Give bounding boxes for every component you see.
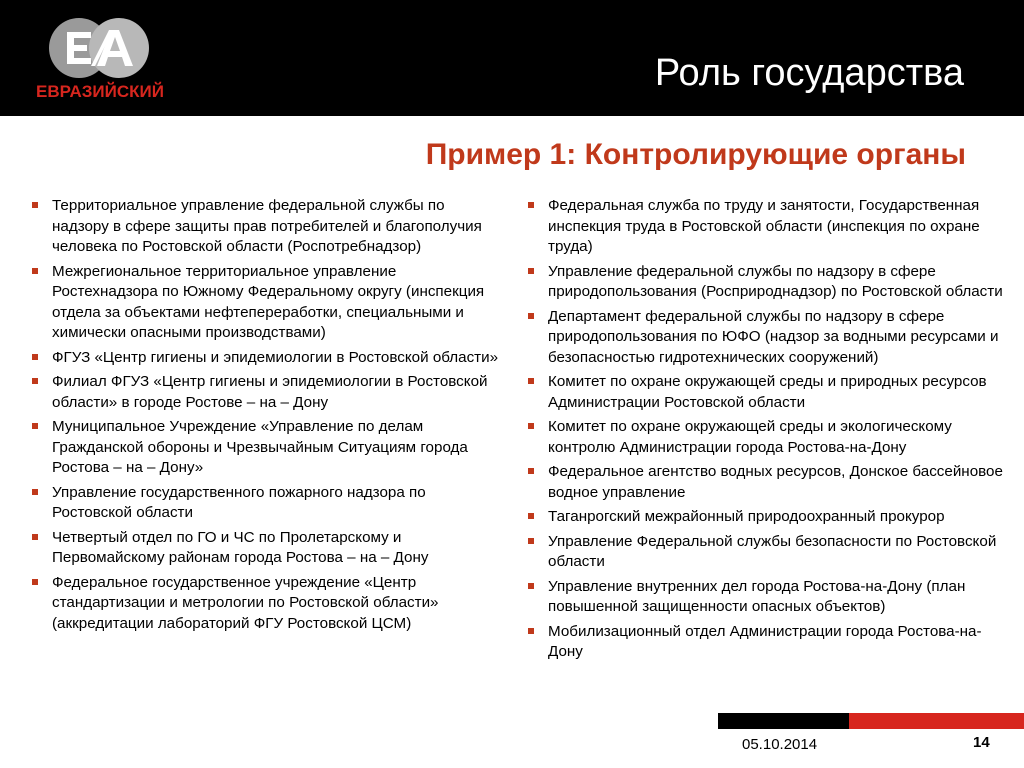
list-item: Мобилизационный отдел Администрации города Ростова-на-Дону <box>526 622 1004 663</box>
list-item: Муниципальное Учреждение «Управление по делам Гражданской обороны и Чрезвычайным Ситуациям города Ростова – на – Дону» <box>30 417 504 479</box>
list-item: Управление государственного пожарного надзора по Ростовской области <box>30 483 504 524</box>
list-item: Федеральная служба по труду и занятости, Государственная инспекция труда в Ростовской области (инспекция по охране труда) <box>526 196 1004 258</box>
list-item: Межрегиональное территориальное управление Ростехнадзора по Южному Федеральному округу (инспекция отдела за объектами нефтепереработки, специальными и химически опасными производствами) <box>30 262 504 344</box>
left-bullet-list <box>30 196 504 634</box>
list-item: Департамент федеральной службы по надзору в сфере природопользования по ЮФО (надзор за водными ресурсами и безопасностью гидротехнических сооружений) <box>526 307 1004 369</box>
right-bullet-list <box>526 196 1004 663</box>
list-item: Филиал ФГУЗ «Центр гигиены и эпидемиологии в Ростовской области» в городе Ростове – на – Дону <box>30 372 504 413</box>
header-bar <box>0 0 1024 116</box>
list-item: ФГУЗ «Центр гигиены и эпидемиологии в Ростовской области» <box>30 348 504 369</box>
list-item: Управление федеральной службы по надзору в сфере природопользования (Росприроднадзор) по Ростовской области <box>526 262 1004 303</box>
footer-bar-red <box>849 713 1024 729</box>
footer-date: 05.10.2014 <box>742 736 818 753</box>
list-item: Четвертый отдел по ГО и ЧС по Пролетарскому и Первомайскому районам города Ростова – на – Дону <box>30 528 504 569</box>
list-item: Таганрогский межрайонный природоохранный прокурор <box>526 507 1004 528</box>
list-item: Комитет по охране окружающей среды и экологическому контролю Администрации города Ростова-на-Дону <box>526 417 1004 458</box>
left-column <box>30 196 504 638</box>
slide-title: Роль государства <box>654 52 964 94</box>
list-item: Федеральное агентство водных ресурсов, Донское бассейновое водное управление <box>526 462 1004 503</box>
list-item: Управление внутренних дел города Ростова-на-Дону (план повышенной защищенности опасных объектов) <box>526 577 1004 618</box>
list-item: Управление Федеральной службы безопасности по Ростовской области <box>526 532 1004 573</box>
footer-bar-black <box>718 713 849 729</box>
evraz-logo-icon <box>47 16 151 85</box>
list-item: Территориальное управление федеральной службы по надзору в сфере защиты прав потребителей и благополучия человека по Ростовской области (Роспотребнадзор) <box>30 196 504 258</box>
right-column <box>526 196 1004 667</box>
page-number: 14 <box>973 734 990 751</box>
logo-wordmark: ЕВРАЗИЙСКИЙ <box>36 82 164 101</box>
list-item: Федеральное государственное учреждение «Центр стандартизации и метрологии по Ростовской области» (аккредитации лабораторий ФГУ Ростовской ЦСМ) <box>30 573 504 635</box>
list-item: Комитет по охране окружающей среды и природных ресурсов Администрации Ростовской области <box>526 372 1004 413</box>
slide-subtitle: Пример 1: Контролирующие органы <box>425 138 966 171</box>
